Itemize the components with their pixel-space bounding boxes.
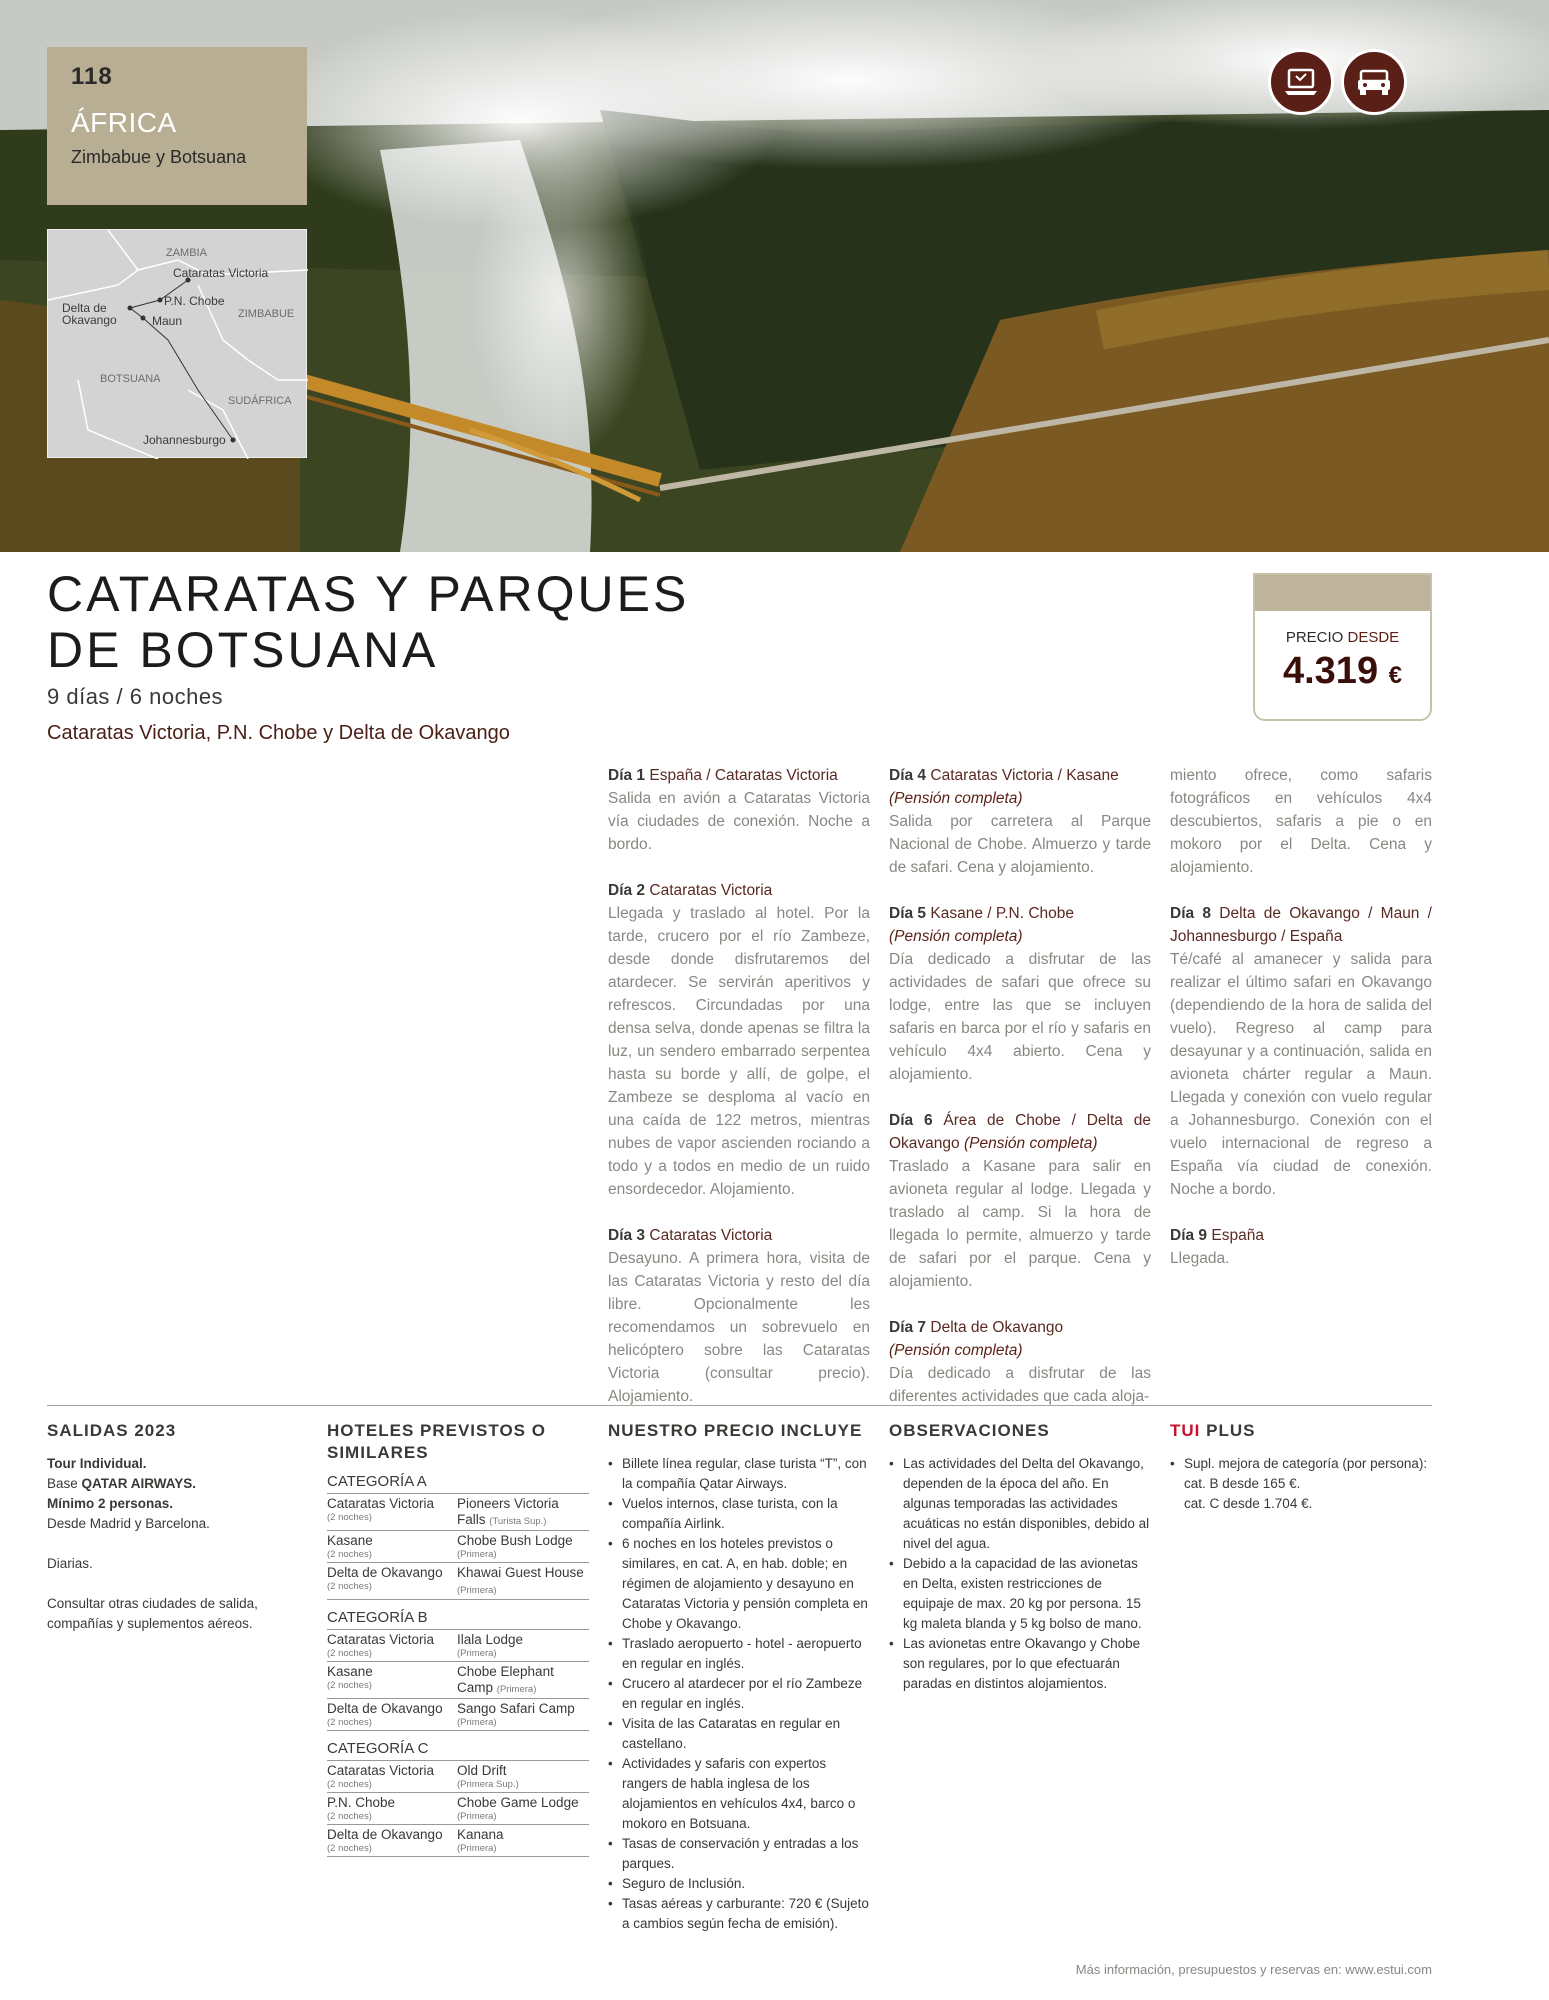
region-label: ÁFRICA	[71, 107, 177, 138]
hotel-row: Cataratas Victoria (2 noches) Ilala Lodge (Primera)	[327, 1630, 589, 1662]
list-item: • Vuelos internos, clase turista, con la compañía Airlink.	[608, 1494, 870, 1534]
price-band	[1255, 575, 1430, 611]
map-city-chobe: P.N. Chobe	[164, 294, 225, 308]
list-item: • 6 noches en los hoteles previstos o similares, en cat. A, en hab. doble; en régimen de alojamiento y desayuno en Cataratas Victoria y pensión completa en Chobe y Okavango.	[608, 1534, 870, 1634]
hotel-row: Delta de Okavango (2 noches) Khawai Guest House (Primera)	[327, 1563, 589, 1600]
itinerary-column-2	[889, 764, 1151, 1431]
itinerary-column-1	[608, 764, 870, 1431]
hotel-row: Kasane (2 noches) Chobe Elephant Camp (Primera)	[327, 1662, 589, 1699]
observaciones-heading: OBSERVACIONES	[889, 1421, 1050, 1440]
day-text: Día dedicado a disfrutar de las actividades de safari que ofrece su lodge, entre las que se incluyen safaris en barca por el río y safaris en vehículo 4x4 abierto. Cena y alojamiento.	[889, 951, 1151, 1083]
observaciones-section	[889, 1420, 1151, 1694]
jeep-icon	[1341, 49, 1407, 115]
title-line-1: CATARATAS Y PARQUES	[47, 566, 690, 622]
itinerary-day-3: Día 3 Cataratas Victoria Desayuno. A primera hora, visita de las Cataratas Victoria y resto del día libre. Opcionalmente les recomendamos un sobrevuelo en helicóptero sobre las Cataratas Victoria (consultar precio). Alojamiento.	[608, 1224, 870, 1408]
map-label-sudafrica: SUDÁFRICA	[228, 395, 292, 407]
itinerary-day-5: Día 5 Kasane / P.N. Chobe (Pensión completa) Día dedicado a disfrutar de las actividades de safari que ofrece su lodge, entre las que se incluyen safaris en barca por el río y safaris en vehículo 4x4 abierto. Cena y alojamiento.	[889, 902, 1151, 1086]
hotel-row: Delta de Okavango (2 noches) Sango Safari Camp (Primera)	[327, 1699, 589, 1731]
laptop-icon	[1268, 49, 1334, 115]
itinerary-column-3	[1170, 764, 1432, 1293]
list-item: • Traslado aeropuerto - hotel - aeropuerto en regular en inglés.	[608, 1634, 870, 1674]
day-text: Traslado a Kasane para salir en avioneta regular al lodge. Llegada y traslado al camp. Si la hora de llegada lo permite, almuerzo y tarde de safari por el parque. Cena y alojamiento.	[889, 1158, 1151, 1290]
category-a: CATEGORÍA A	[327, 1472, 589, 1494]
price-box	[1253, 573, 1432, 721]
footer-info: Más información, presupuestos y reservas en: www.estui.com	[1075, 1962, 1432, 1977]
hotel-row: Kasane (2 noches) Chobe Bush Lodge (Primera)	[327, 1531, 589, 1563]
destination-tag	[47, 47, 307, 205]
itinerary-day-4: Día 4 Cataratas Victoria / Kasane (Pensión completa) Salida por carretera al Parque Nacional de Chobe. Almuerzo y tarde de safari. Cena y alojamiento.	[889, 764, 1151, 879]
list-item: • Actividades y safaris con expertos rangers de habla inglesa de los alojamientos en vehículos 4x4, barco o mokoro en Botsuana.	[608, 1754, 870, 1834]
map-label-zambia: ZAMBIA	[166, 247, 207, 259]
day-text: Desayuno. A primera hora, visita de las Cataratas Victoria y resto del día libre. Opcionalmente les recomendamos un sobrevuelo en helicóptero sobre las Cataratas Victoria (consultar precio). Alojamiento.	[608, 1250, 870, 1405]
day-text: Salida en avión a Cataratas Victoria vía ciudades de conexión. Noche a bordo.	[608, 790, 870, 853]
category-b: CATEGORÍA B	[327, 1608, 589, 1630]
itinerary-day-8: Día 8 Delta de Okavango / Maun / Johannesburgo / España Té/café al amanecer y salida para realizar el último safari en Okavango (dependiendo de la hora de salida del vuelo). Regreso al camp para desayunar y a continuación, salida en avioneta chárter regular a Maun. Llegada y conexión con vuelo regular a Johannesburgo. Conexión con el vuelo internacional de regreso a España vía ciudad de conexión. Noche a bordo.	[1170, 902, 1432, 1201]
category-c: CATEGORÍA C	[327, 1739, 589, 1761]
map-city-cataratas: Cataratas Victoria	[173, 266, 269, 280]
tuiplus-heading: TUI PLUS	[1170, 1421, 1256, 1440]
page-number: 118	[71, 63, 113, 90]
itinerary-day-1: Día 1 España / Cataratas Victoria Salida en avión a Cataratas Victoria vía ciudades de conexión. Noche a bordo.	[608, 764, 870, 856]
hotel-row: Delta de Okavango (2 noches) Kanana (Primera)	[327, 1825, 589, 1857]
hoteles-section	[327, 1420, 589, 1857]
trip-duration: 9 días / 6 noches	[47, 684, 224, 709]
day-text: Té/café al amanecer y salida para realizar el último safari en Okavango (dependiendo de la hora de salida del vuelo). Regreso al camp para desayunar y a continuación, salida en avioneta chárter regular a Maun. Llegada y conexión con vuelo regular a Johannesburgo. Conexión con el vuelo internacional de regreso a España vía ciudad de conexión. Noche a bordo.	[1170, 951, 1432, 1198]
hoteles-heading: HOTELES PREVISTOS O SIMILARES	[327, 1421, 546, 1462]
map-lines	[48, 230, 308, 459]
itinerary-day-9: Día 9 España Llegada.	[1170, 1224, 1432, 1270]
title-line-2: DE BOTSUANA	[47, 622, 439, 678]
hotel-row: P.N. Chobe (2 noches) Chobe Game Lodge (Primera)	[327, 1793, 589, 1825]
route-map	[47, 229, 307, 458]
map-city-maun: Maun	[152, 314, 183, 328]
itinerary-day-7-continued	[1170, 764, 1432, 879]
itinerary-day-6: Día 6 Área de Chobe / Delta de Okavango (Pensión completa) Traslado a Kasane para salir en avioneta regular al lodge. Llegada y traslado al camp. Si la hora de llegada lo permite, almuerzo y tarde de safari por el parque. Cena y alojamiento.	[889, 1109, 1151, 1293]
list-item: • Las avionetas entre Okavango y Chobe son regulares, por lo que efectuarán paradas en distintos alojamientos.	[889, 1634, 1151, 1694]
list-item: • Billete línea regular, clase turista “T”, con la compañía Qatar Airways.	[608, 1454, 870, 1494]
day-text: Llegada y traslado al hotel. Por la tarde, crucero por el río Zambeze, desde donde disfrutaremos del atardecer. Se servirán aperitivos y refrescos. Circundadas por una densa selva, donde apenas se filtra la luz, un sendero embarrado serpentea hasta su borde y allí, de golpe, el Zambeze se desploma al vacío en una caída de 122 metros, mientras nubes de vapor ascienden rociando a todo y a todos en medio de un ruido ensordecedor. Alojamiento.	[608, 905, 870, 1198]
price-label: PRECIO DESDE	[1285, 629, 1400, 646]
list-item: • Tasas aéreas y carburante: 720 € (Sujeto a cambios según fecha de emisión).	[608, 1894, 870, 1934]
day-text: miento ofrece, como safaris fotográficos en vehículos 4x4 descubiertos, safaris a pie o en mokoro por el Delta. Cena y alojamiento.	[1170, 767, 1432, 876]
list-item: • Supl. mejora de categoría (por persona): cat. B desde 165 €. cat. C desde 1.704 €.	[1170, 1454, 1432, 1514]
day-text: Llegada.	[1170, 1250, 1230, 1267]
list-item: • Crucero al atardecer por el río Zambeze en regular en inglés.	[608, 1674, 870, 1714]
hotel-row: Cataratas Victoria (2 noches) Old Drift (Primera Sup.)	[327, 1761, 589, 1793]
list-item: • Tasas de conservación y entradas a los parques.	[608, 1834, 870, 1874]
price-amount: 4.319 €	[1282, 650, 1402, 692]
tuiplus-section	[1170, 1420, 1432, 1514]
page-title	[47, 566, 689, 678]
countries-label: Zimbabue y Botsuana	[71, 147, 247, 167]
itinerary-day-2: Día 2 Cataratas Victoria Llegada y traslado al hotel. Por la tarde, crucero por el río Zambeze, desde donde disfrutaremos del atardecer. Se servirán aperitivos y refrescos. Circundadas por una densa selva, donde apenas se filtra la luz, un sendero embarrado serpentea hasta su borde y allí, de golpe, el Zambeze se desploma al vacío en una caída de 122 metros, mientras nubes de vapor ascienden rociando a todo y a todos en medio de un ruido ensordecedor. Alojamiento.	[608, 879, 870, 1201]
itinerary-day-7: Día 7 Delta de Okavango (Pensión completa) Día dedicado a disfrutar de las diferentes actividades que cada aloja-	[889, 1316, 1151, 1408]
map-label-botsuana: BOTSUANA	[100, 373, 161, 385]
day-text: Día dedicado a disfrutar de las diferentes actividades que cada aloja-	[889, 1365, 1151, 1405]
hotel-row: Cataratas Victoria (2 noches) Pioneers Victoria Falls (Turista Sup.)	[327, 1494, 589, 1531]
list-item: • Las actividades del Delta del Okavango, dependen de la época del año. En algunas temporadas las actividades acuáticas no están disponibles, debido al nivel del agua.	[889, 1454, 1151, 1554]
incluye-section	[608, 1420, 870, 1934]
map-label-zimbabue: ZIMBABUE	[238, 308, 295, 320]
map-city-johannesburgo: Johannesburgo	[143, 433, 226, 447]
trip-subtitle: Cataratas Victoria, P.N. Chobe y Delta de Okavango	[47, 722, 510, 744]
incluye-heading: NUESTRO PRECIO INCLUYE	[608, 1421, 863, 1440]
section-divider	[47, 1405, 1432, 1406]
list-item: • Visita de las Cataratas en regular en castellano.	[608, 1714, 870, 1754]
salidas-heading: SALIDAS 2023	[47, 1421, 177, 1440]
day-text: Salida por carretera al Parque Nacional de Chobe. Almuerzo y tarde de safari. Cena y alojamiento.	[889, 813, 1151, 876]
map-city-okavango: Delta de Okavango	[62, 301, 117, 327]
salidas-section: SALIDAS 2023 Tour Individual. Base QATAR AIRWAYS. Mínimo 2 personas. Desde Madrid y Barcelona. Diarias. Consultar otras ciudades de salida, compañías y suplementos aéreos.	[47, 1420, 277, 1634]
list-item: • Debido a la capacidad de las avionetas en Delta, existen restricciones de equipaje de max. 20 kg por persona. 15 kg maleta blanda y 5 kg bolso de mano.	[889, 1554, 1151, 1634]
list-item: • Seguro de Inclusión.	[608, 1874, 870, 1894]
